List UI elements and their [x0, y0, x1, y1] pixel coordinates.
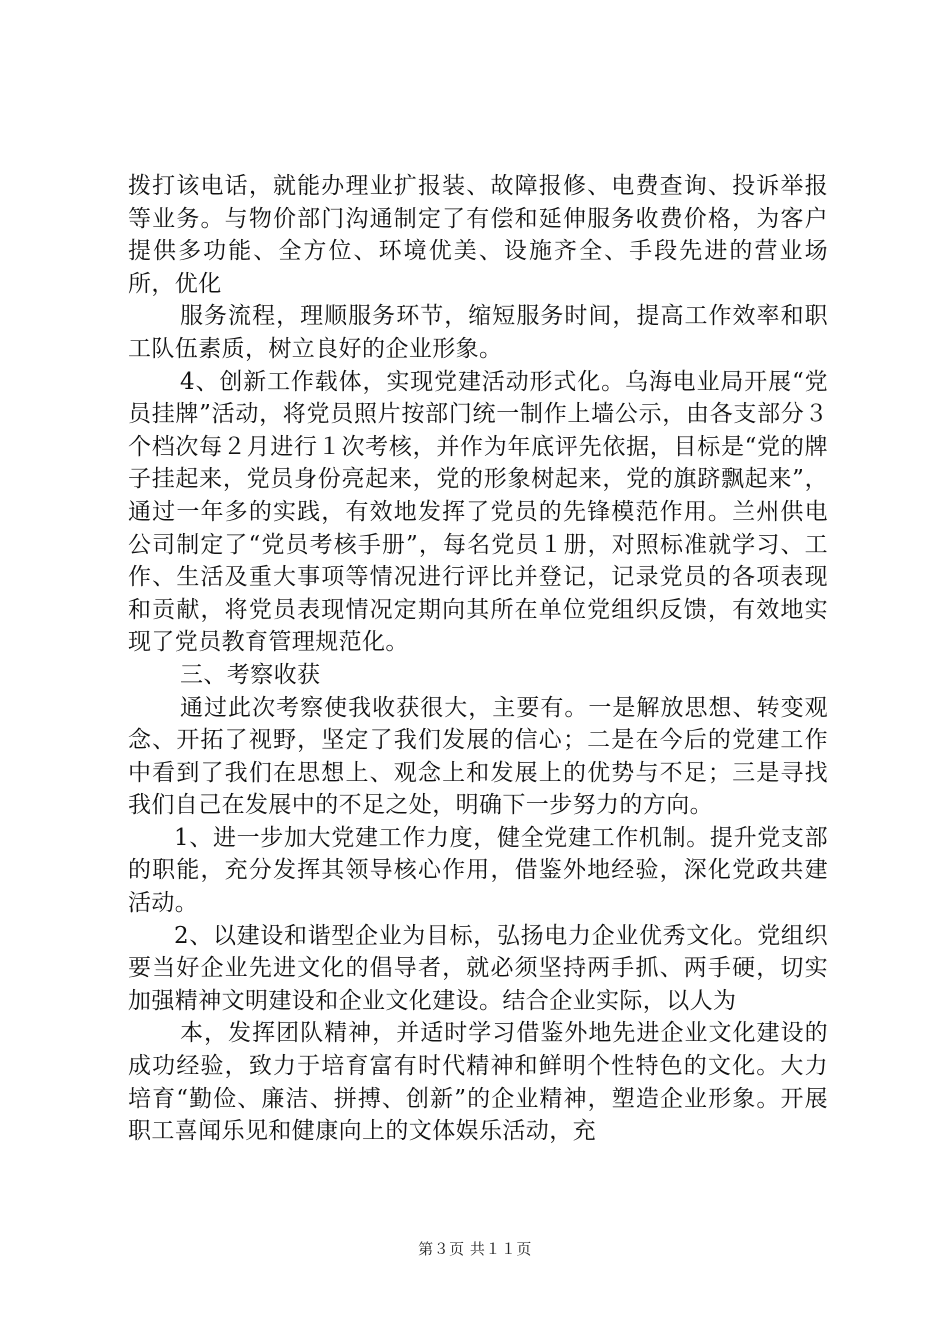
paragraph-2: 服务流程，理顺服务环节，缩短服务时间，提高工作效率和职工队伍素质，树立良好的企业形象。: [128, 303, 828, 362]
paragraph-1: 拨打该电话，就能办理业扩报装、故障报修、电费查询、投诉举报等业务。与物价部门沟通制定了有偿和延伸服务收费价格，为客户提供多功能、全方位、环境优美、设施齐全、手段先进的营业场所，优化: [128, 173, 828, 297]
paragraph-6: 2、以建设和谐型企业为目标，弘扬电力企业优秀文化。党组织要当好企业先进文化的倡导者，就必须坚持两手抓、两手硬，切实加强精神文明建设和企业文化建设。结合企业实际，以人为: [128, 922, 828, 1014]
paragraph-7: 本，发挥团队精神，并适时学习借鉴外地先进企业文化建设的成功经验，致力于培育富有时代精神和鲜明个性特色的文化。大力培育“勤俭、廉洁、拼搏、创新”的企业精神，塑造企业形象。开展职工喜闻乐见和健康向上的文体娱乐活动，充: [128, 1020, 828, 1145]
section-heading: 三、考察收获: [180, 661, 321, 688]
paragraph-5: 1、进一步加大党建工作力度，健全党建工作机制。提升党支部的职能，充分发挥其领导核心作用，借鉴外地经验，深化党政共建活动。: [128, 824, 828, 917]
document-body: [128, 170, 828, 1148]
paragraph-3: 4、创新工作载体，实现党建活动形式化。乌海电业局开展“党员挂牌”活动，将党员照片按部门统一制作上墙公示，由各支部分３个档次每２月进行１次考核，并作为年底评先依据，目标是“党的牌子挂起来，党员身份亮起来，党的形象树起来，党的旗跻飘起来”，通过一年多的实践，有效地发挥了党员的先锋模范作用。兰州供电公司制定了“党员考核手册”，每名党员１册，对照标准就学习、工作、生活及重大事项等情况进行评比并登记，记录党员的各项表现和贡献，将党员表现情况定期向其所在单位党组织反馈，有效地实现了党员教育管理规范化。: [128, 368, 828, 656]
paragraph-4: 通过此次考察使我收获很大，主要有。一是解放思想、转变观念、开拓了视野，坚定了我们发展的信心；二是在今后的党建工作中看到了我们在思想上、观念上和发展上的优势与不足；三是寻找我们自己在发展中的不足之处，明确下一步努力的方向。: [128, 694, 828, 819]
page-number-footer: 第３页 共１１页: [418, 1240, 532, 1258]
